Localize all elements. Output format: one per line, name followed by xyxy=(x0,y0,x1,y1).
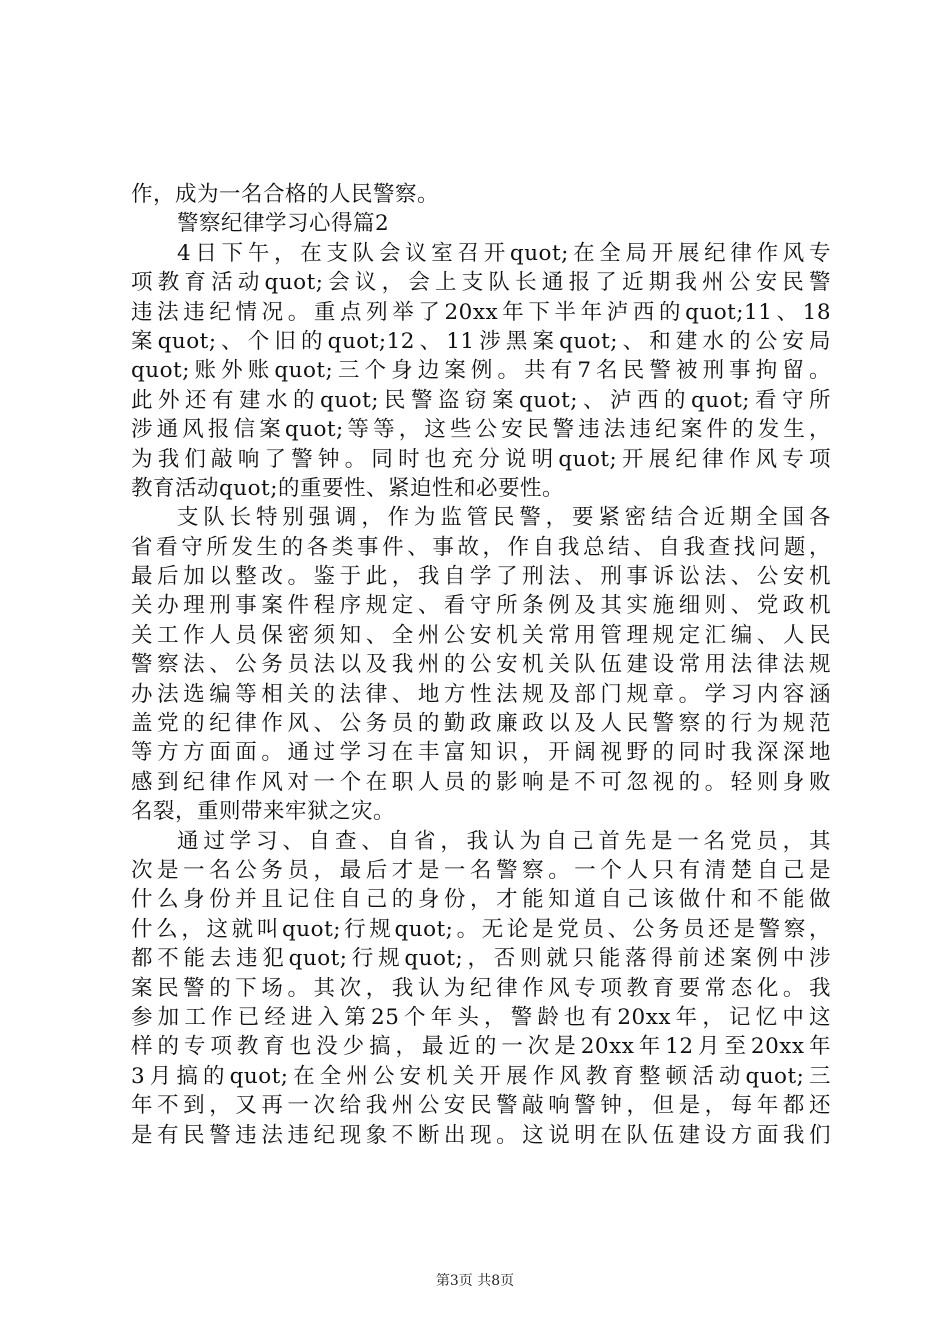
text-line: 关办理刑事案件程序规定、看守所条例及其实施细则、党政机 xyxy=(131,593,831,619)
text-line: 教育活动quot;的重要性、紧迫性和必要性。 xyxy=(131,475,564,501)
text-line: 支队长特别强调，作为监管民警，要紧密结合近期全国各 xyxy=(177,505,831,531)
text-line: 关工作人员保密须知、全州公安机关常用管理规定汇编、人民 xyxy=(131,622,831,648)
text-line: 涉通风报信案quot;等等，这些公安民警违法违纪案件的发生， xyxy=(131,417,831,443)
text-line: 通过学习、自查、自省，我认为自己首先是一名党员，其 xyxy=(177,828,831,854)
text-line: 办法选编等相关的法律、地方性法规及部门规章。学习内容涵 xyxy=(131,681,831,707)
text-line: 什么，这就叫quot;行规quot;。无论是党员、公务员还是警察， xyxy=(131,916,831,942)
text-line: 作，成为一名合格的人民警察。 xyxy=(131,182,440,207)
text-line: 案quot;、个旧的quot;12、11涉黑案quot;、和建水的公安局 xyxy=(131,328,831,354)
text-line: 是有民警违法违纪现象不断出现。这说明在队伍建设方面我们 xyxy=(131,1122,831,1148)
document-body xyxy=(131,180,831,1150)
text-line: 最后加以整改。鉴于此，我自学了刑法、刑事诉讼法、公安机 xyxy=(131,564,831,590)
text-line: 为我们敲响了警钟。同时也充分说明quot;开展纪律作风专项 xyxy=(131,446,831,472)
text-line: 项教育活动quot;会议，会上支队长通报了近期我州公安民警 xyxy=(131,270,831,296)
text-line: 案民警的下场。其次，我认为纪律作风专项教育要常态化。我 xyxy=(131,975,831,1001)
text-line: 参加工作已经进入第25个年头，警龄也有20xx年，记忆中这 xyxy=(131,1004,831,1030)
text-line: 违法违纪情况。重点列举了20xx年下半年泸西的quot;11、18 xyxy=(131,299,831,325)
text-line: quot;账外账quot;三个身边案例。共有7名民警被刑事拘留。 xyxy=(131,358,831,384)
text-line: 3月搞的quot;在全州公安机关开展作风教育整顿活动quot;三 xyxy=(131,1063,831,1089)
section-heading: 警察纪律学习心得篇2 xyxy=(177,211,390,237)
text-line: 样的专项教育也没少搞，最近的一次是20xx年12月至20xx年 xyxy=(131,1034,831,1060)
text-line: 盖党的纪律作风、公务员的勤政廉政以及人民警察的行为规范 xyxy=(131,711,831,737)
text-line: 年不到，又再一次给我州公安民警敲响警钟，但是，每年都还 xyxy=(131,1093,831,1119)
text-line: 警察法、公务员法以及我州的公安机关队伍建设常用法律法规 xyxy=(131,652,831,678)
text-line: 次是一名公务员，最后才是一名警察。一个人只有清楚自己是 xyxy=(131,857,831,883)
text-line: 等方方面面。通过学习在丰富知识，开阔视野的同时我深深地 xyxy=(131,740,831,766)
page-footer: 第3页 共8页 xyxy=(435,1273,515,1289)
text-line: 什么身份并且记住自己的身份，才能知道自己该做什和不能做 xyxy=(131,887,831,913)
text-line: 4日下午，在支队会议室召开quot;在全局开展纪律作风专 xyxy=(177,240,831,266)
text-line: 都不能去违犯quot;行规quot;，否则就只能落得前述案例中涉 xyxy=(131,946,831,972)
text-line: 名裂，重则带来牢狱之灾。 xyxy=(131,799,396,825)
text-line: 此外还有建水的quot;民警盗窃案quot;、泸西的quot;看守所 xyxy=(131,387,831,413)
text-line: 省看守所发生的各类事件、事故，作自我总结、自我查找问题， xyxy=(131,534,831,560)
text-line: 感到纪律作风对一个在职人员的影响是不可忽视的。轻则身败 xyxy=(131,769,831,795)
